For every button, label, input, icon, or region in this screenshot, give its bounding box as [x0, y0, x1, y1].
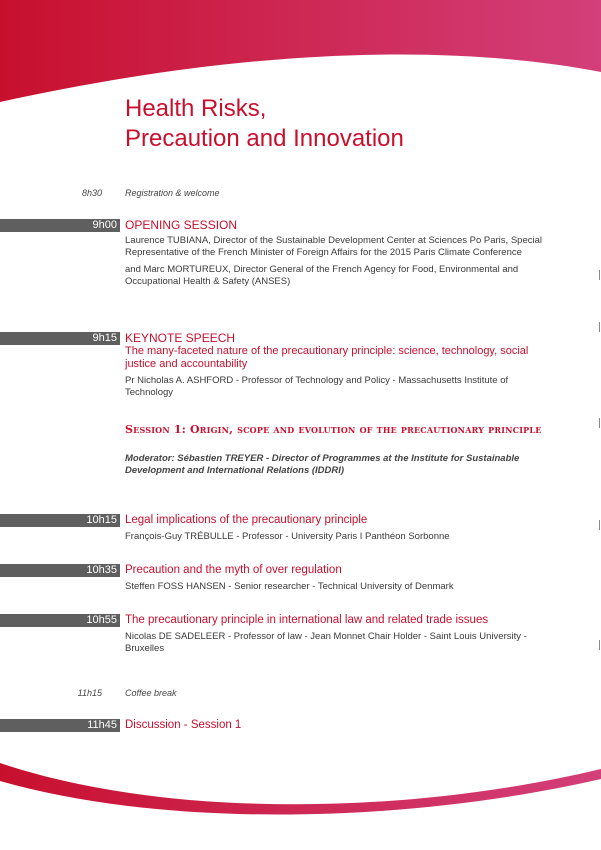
talk-3-speaker: Nicolas DE SADELEER - Professor of law - Jean Monnet Chair Holder - Saint Louis University - Bruxelles [125, 631, 527, 654]
talk-2-speaker: Steffen FOSS HANSEN - Senior researcher - Technical University of Denmark [125, 581, 454, 592]
talk-2 [125, 564, 545, 598]
edge-tick [599, 270, 600, 280]
coffee-label: Coffee break [125, 688, 177, 698]
keynote-subtitle: The many-faceted nature of the precautionary principle: science, technology, social justice and accountability [125, 345, 529, 370]
edge-tick [599, 640, 600, 650]
page-title [125, 94, 404, 154]
talk-2-time-bar: 10h35 [0, 564, 120, 577]
session-1-title: Session 1: Origin, scope and evolution of the precautionary principle [125, 423, 542, 436]
registration-label: Registration & welcome [125, 188, 220, 198]
talk-1-time-bar: 10h15 [0, 514, 120, 527]
talk-3-time-bar: 10h55 [0, 614, 120, 627]
discussion-title: Discussion - Session 1 [125, 719, 242, 731]
keynote-speaker: Pr Nicholas A. ASHFORD - Professor of Technology and Policy - Massachusetts Institute of Technology [125, 375, 509, 398]
opening-session [125, 219, 545, 293]
title-line-2: Precaution and Innovation [125, 125, 404, 152]
registration-time: 8h30 [81, 188, 102, 198]
session-1-moderator: Moderator: Sébastien TREYER - Director of Programmes at the Institute for Sustainable Development and International Relations (IDDRI) [125, 453, 520, 476]
keynote-heading: KEYNOTE SPEECH [125, 331, 236, 345]
talk-1-speaker: François-Guy TRÉBULLE - Professor - University Paris I Panthéon Sorbonne [125, 531, 450, 542]
talk-3 [125, 614, 545, 660]
talk-1 [125, 514, 545, 548]
footer-wave [0, 755, 601, 850]
discussion [125, 719, 545, 736]
opening-time-bar: 9h00 [0, 219, 120, 232]
opening-speaker-1: Laurence TUBIANA, Director of the Sustainable Development Center at Sciences Po Paris, Special Representative of the French Minister of Foreign Affairs for the 2015 Paris Climate Conference [125, 235, 542, 258]
talk-1-title: Legal implications of the precautionary principle [125, 514, 368, 526]
opening-heading: OPENING SESSION [125, 218, 238, 232]
coffee-time: 11h15 [77, 688, 102, 698]
keynote-speech [125, 332, 545, 404]
talk-2-title: Precaution and the myth of over regulation [125, 564, 342, 576]
talk-3-title: The precautionary principle in international law and related trade issues [125, 614, 489, 626]
keynote-time-bar: 9h15 [0, 332, 120, 345]
discussion-time-bar: 11h45 [0, 719, 120, 732]
edge-tick [599, 418, 600, 428]
edge-tick [599, 322, 600, 332]
opening-speaker-2: and Marc MORTUREUX, Director General of the French Agency for Food, Environmental and Occupational Health & Safety (ANSES) [125, 264, 519, 287]
title-line-1: Health Risks, [125, 95, 267, 122]
edge-tick [599, 520, 600, 530]
